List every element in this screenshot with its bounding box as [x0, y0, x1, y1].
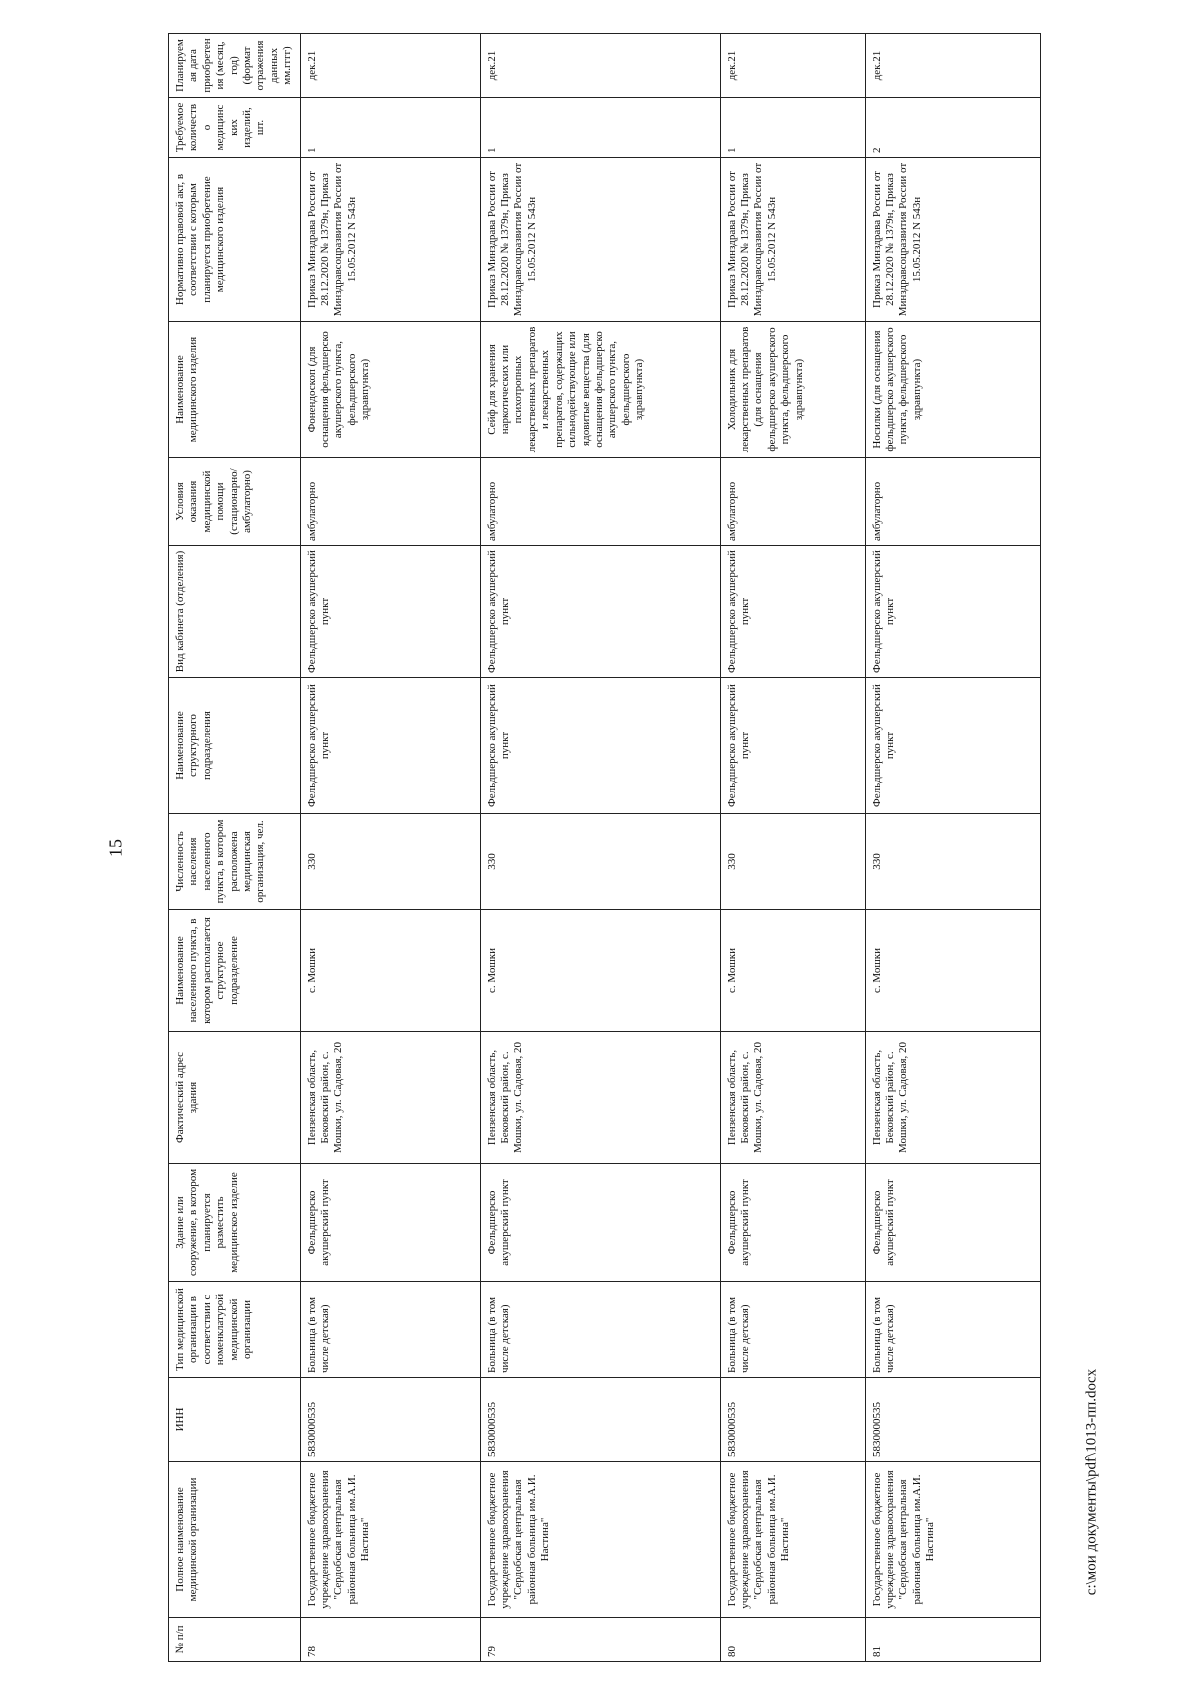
cell-cabinet: Фельдшерско акушерский пункт	[300, 546, 480, 678]
cell-conditions: амбулаторно	[865, 458, 1040, 546]
header-cell: Нормативно правовой акт, в соответствии с которым планируется приобретение медицинского изделия	[169, 158, 301, 322]
cell-device: Холодильник для лекарственных препаратов (для оснащения фельдшерско акушерского пункта, фельдшерского здравпункта)	[720, 322, 865, 458]
equipment-table	[168, 33, 1041, 1662]
table-row	[720, 34, 865, 1662]
cell-inn: 5830000535	[300, 1378, 480, 1462]
cell-type: Больница (в том числе детская)	[480, 1282, 720, 1378]
cell-num: 80	[720, 1618, 865, 1662]
cell-date: дек.21	[480, 34, 720, 98]
table-header-row	[169, 34, 301, 1662]
cell-inn: 5830000535	[480, 1378, 720, 1462]
header-cell: Наименование населенного пункта, в котором располагается структурное подразделение	[169, 910, 301, 1032]
cell-type: Больница (в том числе детская)	[300, 1282, 480, 1378]
cell-num: 79	[480, 1618, 720, 1662]
header-cell: Условия оказания медицинской помощи (стационарно/ амбулаторно)	[169, 458, 301, 546]
header-cell: Планируемая дата приобретения (месяц, год) (формат отражения данных мм.гггг)	[169, 34, 301, 98]
document-path-footer: c:\мои документы\pdf\1013-пп.docx	[1083, 1368, 1100, 1596]
header-cell: Наименование структурного подразделения	[169, 678, 301, 814]
cell-act: Приказ Минздрава России от 28.12.2020 № 1379н, Приказ Минздравсоцразвития России от 15.05.2012 N 543н	[480, 158, 720, 322]
cell-unit: Фельдшерско акушерский пункт	[300, 678, 480, 814]
cell-qty: 2	[865, 98, 1040, 158]
table-row	[300, 34, 480, 1662]
cell-building: Фельдшерско акушерский пункт	[300, 1164, 480, 1282]
cell-org: Государственное бюджетное учреждение здравоохранения "Сердобская центральная районная больница им.А.И. Настина"	[720, 1462, 865, 1618]
cell-act: Приказ Минздрава России от 28.12.2020 № 1379н, Приказ Минздравсоцразвития России от 15.05.2012 N 543н	[300, 158, 480, 322]
header-cell: Полное наименование медицинской организации	[169, 1462, 301, 1618]
header-cell: ИНН	[169, 1378, 301, 1462]
cell-settlement: с. Мошки	[480, 910, 720, 1032]
cell-device: Носилки (для оснащения фельдшерско акушерского пункта, фельдшерского здравпункта)	[865, 322, 1040, 458]
table-row	[480, 34, 720, 1662]
cell-building: Фельдшерско акушерский пункт	[865, 1164, 1040, 1282]
cell-org: Государственное бюджетное учреждение здравоохранения "Сердобская центральная районная больница им.А.И. Настина"	[480, 1462, 720, 1618]
cell-cabinet: Фельдшерско акушерский пункт	[720, 546, 865, 678]
header-cell: № п/п	[169, 1618, 301, 1662]
cell-unit: Фельдшерско акушерский пункт	[480, 678, 720, 814]
cell-building: Фельдшерско акушерский пункт	[720, 1164, 865, 1282]
cell-cabinet: Фельдшерско акушерский пункт	[865, 546, 1040, 678]
cell-act: Приказ Минздрава России от 28.12.2020 № 1379н, Приказ Минздравсоцразвития России от 15.05.2012 N 543н	[720, 158, 865, 322]
table-row	[865, 34, 1040, 1662]
page-number: 15	[105, 839, 126, 857]
cell-org: Государственное бюджетное учреждение здравоохранения "Сердобская центральная районная больница им.А.И. Настина"	[865, 1462, 1040, 1618]
cell-population: 330	[865, 814, 1040, 910]
cell-num: 78	[300, 1618, 480, 1662]
cell-settlement: с. Мошки	[865, 910, 1040, 1032]
header-cell: Вид кабинета (отделения)	[169, 546, 301, 678]
cell-conditions: амбулаторно	[480, 458, 720, 546]
header-cell: Численность населения населенного пункта, в котором расположена медицинская организация, чел.	[169, 814, 301, 910]
cell-address: Пензенская область, Бековский район, с. Мошки, ул. Садовая, 20	[300, 1032, 480, 1164]
cell-address: Пензенская область, Бековский район, с. Мошки, ул. Садовая, 20	[720, 1032, 865, 1164]
cell-settlement: с. Мошки	[720, 910, 865, 1032]
cell-address: Пензенская область, Бековский район, с. Мошки, ул. Садовая, 20	[480, 1032, 720, 1164]
header-cell: Требуемое количество медицинских изделий, шт.	[169, 98, 301, 158]
cell-address: Пензенская область, Бековский район, с. Мошки, ул. Садовая, 20	[865, 1032, 1040, 1164]
cell-org: Государственное бюджетное учреждение здравоохранения "Сердобская центральная районная больница им.А.И. Настина"	[300, 1462, 480, 1618]
cell-cabinet: Фельдшерско акушерский пункт	[480, 546, 720, 678]
cell-unit: Фельдшерско акушерский пункт	[865, 678, 1040, 814]
cell-act: Приказ Минздрава России от 28.12.2020 № 1379н, Приказ Минздравсоцразвития России от 15.05.2012 N 543н	[865, 158, 1040, 322]
header-cell: Здание или сооружение, в котором планируется разместить медицинское изделие	[169, 1164, 301, 1282]
cell-settlement: с. Мошки	[300, 910, 480, 1032]
cell-device: Сейф для хранения наркотических или психотропных лекарственных препаратов и лекарственных препаратов, содержащих сильнодействующие или ядовитые вещества (для оснащения фельдшерско акушерского пункта, фельдшерского здравпункта)	[480, 322, 720, 458]
cell-population: 330	[300, 814, 480, 910]
cell-num: 81	[865, 1618, 1040, 1662]
cell-inn: 5830000535	[865, 1378, 1040, 1462]
cell-date: дек.21	[720, 34, 865, 98]
cell-type: Больница (в том числе детская)	[720, 1282, 865, 1378]
cell-conditions: амбулаторно	[300, 458, 480, 546]
cell-date: дек.21	[300, 34, 480, 98]
cell-qty: 1	[300, 98, 480, 158]
cell-building: Фельдшерско акушерский пункт	[480, 1164, 720, 1282]
cell-qty: 1	[720, 98, 865, 158]
cell-population: 330	[480, 814, 720, 910]
cell-date: дек.21	[865, 34, 1040, 98]
cell-device: Фонендоскоп (для оснащения фельдшерско акушерского пункта, фельдшерского здравпункта)	[300, 322, 480, 458]
cell-conditions: амбулаторно	[720, 458, 865, 546]
header-cell: Наименование медицинского изделия	[169, 322, 301, 458]
header-cell: Фактический адрес здания	[169, 1032, 301, 1164]
cell-type: Больница (в том числе детская)	[865, 1282, 1040, 1378]
rotated-table-container	[168, 34, 1028, 1662]
cell-qty: 1	[480, 98, 720, 158]
header-cell: Тип медицинской организации в соответствии с номенклатурой медицинской организации	[169, 1282, 301, 1378]
cell-inn: 5830000535	[720, 1378, 865, 1462]
cell-unit: Фельдшерско акушерский пункт	[720, 678, 865, 814]
cell-population: 330	[720, 814, 865, 910]
